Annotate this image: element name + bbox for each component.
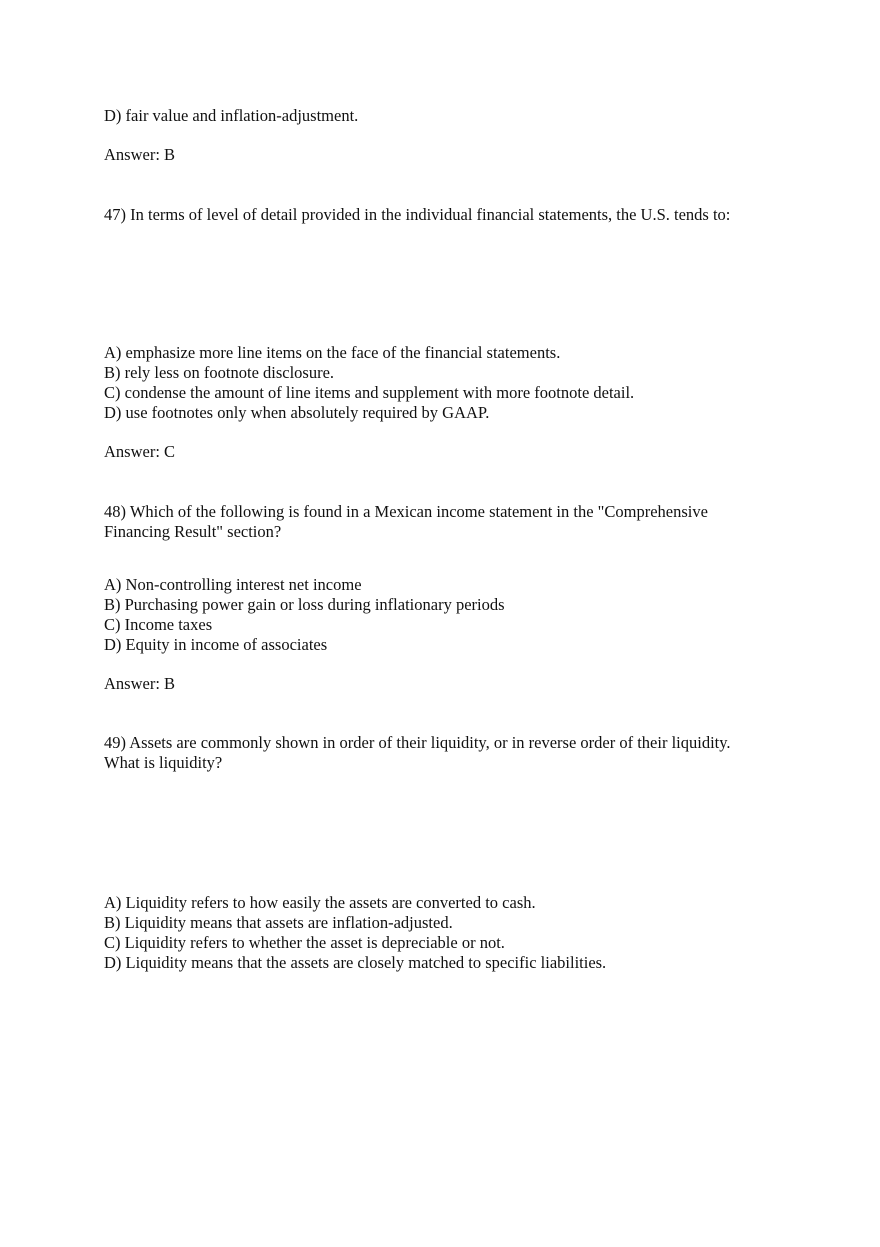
q47-answer: Answer: C bbox=[104, 442, 176, 461]
q49-option-a: A) Liquidity refers to how easily the assets are converted to cash. bbox=[104, 893, 536, 912]
q48-stem-line-1: 48) Which of the following is found in a Mexican income statement in the "Comprehensive bbox=[104, 502, 708, 521]
q49-stem bbox=[104, 733, 731, 773]
q47-option-c: C) condense the amount of line items and supplement with more footnote detail. bbox=[104, 383, 635, 402]
q49-option-c: C) Liquidity refers to whether the asset is depreciable or not. bbox=[104, 933, 505, 952]
q48-options bbox=[104, 575, 505, 655]
q48-option-d: D) Equity in income of associates bbox=[104, 635, 328, 654]
prev-answer: Answer: B bbox=[104, 145, 176, 164]
q49-stem-line-1: 49) Assets are commonly shown in order of their liquidity, or in reverse order of their liquidity. bbox=[104, 733, 731, 752]
q48-stem bbox=[104, 502, 708, 542]
q49-option-d: D) Liquidity means that the assets are closely matched to specific liabilities. bbox=[104, 953, 607, 972]
q47-stem: 47) In terms of level of detail provided in the individual financial statements, the U.S. tends to: bbox=[104, 205, 731, 224]
q49-stem-line-2: What is liquidity? bbox=[104, 753, 223, 772]
q48-option-b: B) Purchasing power gain or loss during inflationary periods bbox=[104, 595, 505, 614]
prev-option-d: D) fair value and inflation-adjustment. bbox=[104, 106, 359, 125]
q48-stem-line-2: Financing Result" section? bbox=[104, 522, 282, 541]
q49-options bbox=[104, 893, 606, 973]
q47-option-d: D) use footnotes only when absolutely required by GAAP. bbox=[104, 403, 490, 422]
q49-option-b: B) Liquidity means that assets are inflation-adjusted. bbox=[104, 913, 453, 932]
q47-option-b: B) rely less on footnote disclosure. bbox=[104, 363, 335, 382]
q48-option-a: A) Non-controlling interest net income bbox=[104, 575, 362, 594]
q47-option-a: A) emphasize more line items on the face of the financial statements. bbox=[104, 343, 561, 362]
q47-options bbox=[104, 343, 634, 423]
q48-option-c: C) Income taxes bbox=[104, 615, 213, 634]
q48-answer: Answer: B bbox=[104, 674, 176, 693]
